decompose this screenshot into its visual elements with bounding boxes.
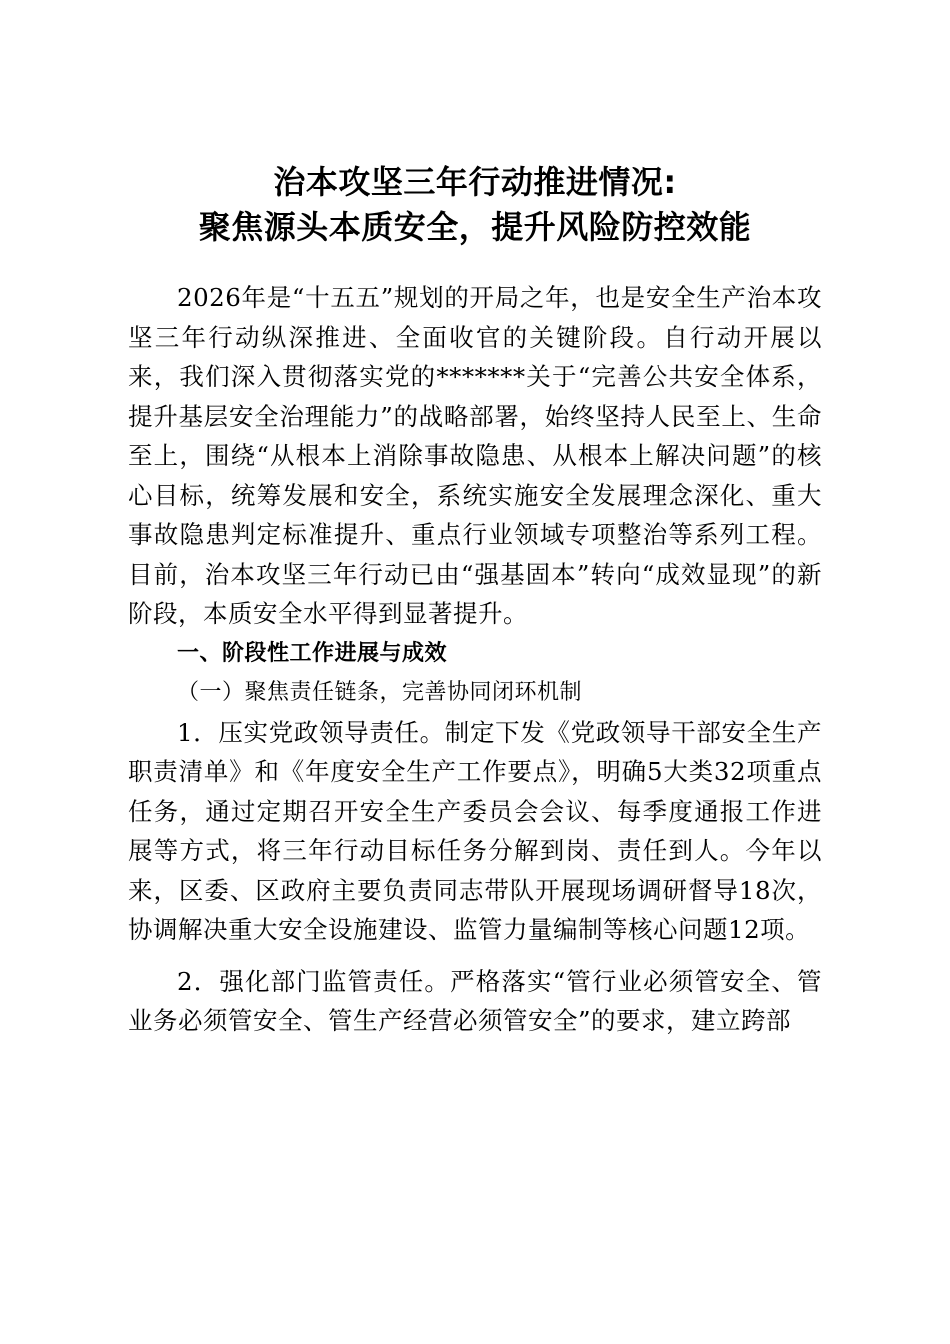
item-paragraph-1: 1．压实党政领导责任。制定下发《党政领导干部安全生产职责清单》和《年度安全生产工作要点》，明确5大类32项重点任务，通过定期召开安全生产委员会会议、每季度通报工作进展等方式，将三年行动目标任务分解到岗、责任到人。今年以来，区委、区政府主要负责同志带队开展现场调研督导18次，协调解决重大安全设施建设、监管力量编制等核心问题12项。 bbox=[128, 717, 822, 944]
document-page bbox=[128, 160, 822, 1041]
document-title bbox=[128, 160, 822, 250]
subsection-heading-1: （一）聚焦责任链条，完善协同闭环机制 bbox=[177, 680, 583, 705]
title-line-2: 聚焦源头本质安全，提升风险防控效能 bbox=[198, 208, 752, 246]
item-paragraph-2: 2．强化部门监管责任。严格落实“管行业必须管安全、管业务必须管安全、管生产经营必须管安全”的要求，建立跨部 bbox=[128, 966, 822, 1035]
intro-paragraph: 2026年是“十五五”规划的开局之年，也是安全生产治本攻坚三年行动纵深推进、全面收官的关键阶段。自行动开展以来，我们深入贯彻落实党的*******关于“完善公共安全体系，提升基层安全治理能力”的战略部署，始终坚持人民至上、生命至上，围绕“从根本上消除事故隐患、从根本上解决问题”的核心目标，统筹发展和安全，系统实施安全发展理念深化、重大事故隐患判定标准提升、重点行业领域专项整治等系列工程。目前，治本攻坚三年行动已由“强基固本”转向“成效显现”的新阶段，本质安全水平得到显著提升。 bbox=[128, 283, 822, 628]
section-heading-1: 一、阶段性工作进展与成效 bbox=[177, 640, 448, 666]
title-line-1: 治本攻坚三年行动推进情况: bbox=[273, 163, 677, 201]
